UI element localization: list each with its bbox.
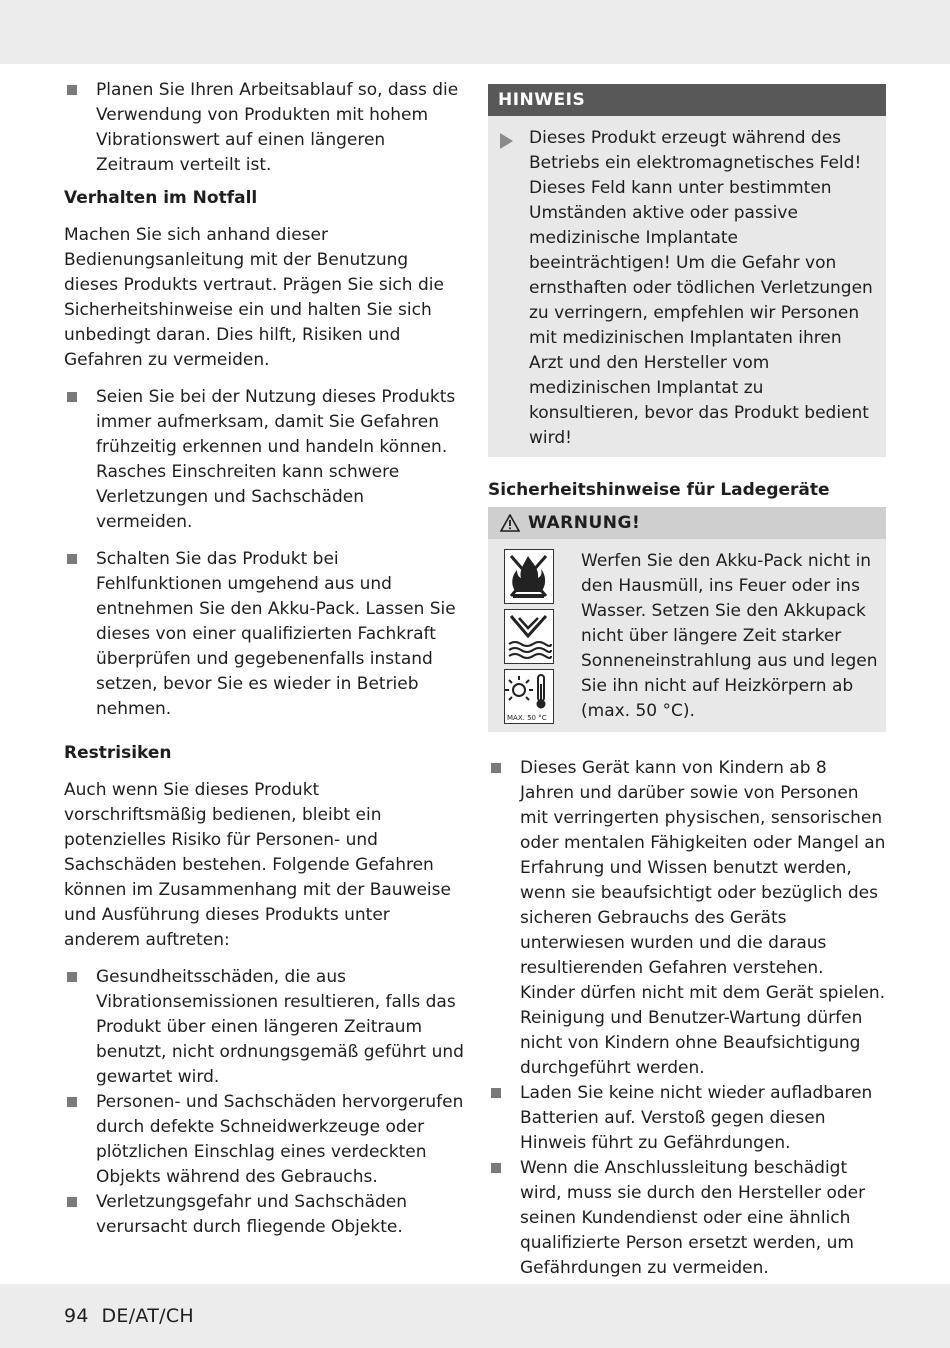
list-item bbox=[64, 547, 464, 722]
square-bullet-icon bbox=[67, 1197, 77, 1207]
warning-header bbox=[488, 507, 886, 539]
ladegeraete-list bbox=[488, 756, 886, 1281]
left-column bbox=[64, 78, 464, 1240]
list-item-text-continued: Kinder dürfen nicht mit dem Gerät spielen. Reinigung und Benutzer-Wartung dürfen nicht von Kindern ohne Beaufsichtigung durchgeführt werden. bbox=[520, 983, 886, 1078]
warning-text: Werfen Sie den Akku-Pack nicht in den Hausmüll, ins Feuer oder ins Wasser. Setzen Sie den Akkupack nicht über längere Zeit starker Sonneneinstrahlung aus und legen Sie ihn nicht auf Heizkörpern ab (max. 50 °C). bbox=[581, 551, 878, 721]
section-heading-ladegeraete: Sicherheitshinweise für Ladegeräte bbox=[488, 480, 830, 500]
list-item-text: Seien Sie bei der Nutzung dieses Produkts immer aufmerksam, damit Sie Gefahren frühzeitig erkennen und handeln können. Rasches Einschreiten kann schwere Verletzungen und Sachschäden vermeiden. bbox=[96, 387, 456, 532]
square-bullet-icon bbox=[67, 972, 77, 982]
warning-icons bbox=[504, 549, 556, 729]
section-heading-notfall: Verhalten im Notfall bbox=[64, 188, 258, 208]
warning-label: WARNUNG! bbox=[528, 513, 641, 533]
square-bullet-icon bbox=[491, 763, 501, 773]
list-item-text: Planen Sie Ihren Arbeitsablauf so, dass die Verwendung von Produkten mit hohem Vibrationswert auf einen längeren Zeitraum verteilt ist. bbox=[96, 80, 459, 175]
square-bullet-icon bbox=[491, 1163, 501, 1173]
warning-box bbox=[488, 507, 886, 732]
hinweis-body bbox=[488, 116, 886, 457]
list-item-text: Personen- und Sachschäden hervorgerufen durch defekte Schneidwerkzeuge oder plötzlichen Einschlag eines verdeckten Objekts während des Gebrauchs. bbox=[96, 1092, 464, 1187]
page-footer bbox=[64, 1302, 194, 1330]
locale-label: DE/AT/CH bbox=[101, 1305, 194, 1327]
intro-list bbox=[64, 78, 464, 178]
no-fire-icon bbox=[504, 549, 554, 604]
section-heading-restrisiken: Restrisiken bbox=[64, 743, 172, 763]
square-bullet-icon bbox=[67, 1097, 77, 1107]
list-item bbox=[488, 756, 886, 1081]
list-item-text: Wenn die Anschlussleitung beschädigt wird, muss sie durch den Hersteller oder seinen Kundendienst oder eine ähnlich qualifizierte Person ersetzt werden, um Gefährdungen zu vermeiden. bbox=[520, 1158, 866, 1278]
square-bullet-icon bbox=[491, 1088, 501, 1098]
right-column bbox=[488, 84, 886, 1281]
warning-triangle-icon bbox=[500, 514, 520, 532]
notfall-paragraph: Machen Sie sich anhand dieser Bedienungsanleitung mit der Benutzung dieses Produkts vertraut. Prägen Sie sich die Sicherheitshinweise ein und halten Sie sich unbedingt daran. Dies hilft, Risiken und Gefahren zu vermeiden. bbox=[64, 225, 444, 370]
hinweis-box bbox=[488, 84, 886, 457]
square-bullet-icon bbox=[67, 392, 77, 402]
page-number: 94 bbox=[64, 1305, 89, 1327]
triangle-bullet-icon bbox=[500, 133, 513, 149]
list-item bbox=[64, 965, 464, 1090]
list-item-text: Verletzungsgefahr und Sachschäden verursacht durch fliegende Objekte. bbox=[96, 1192, 408, 1237]
list-item-text: Laden Sie keine nicht wieder aufladbaren Batterien auf. Verstoß gegen diesen Hinweis führt zu Gefährdungen. bbox=[520, 1083, 873, 1153]
notfall-list bbox=[64, 385, 464, 722]
hinweis-text: Dieses Produkt erzeugt während des Betriebs ein elektromagnetisches Feld! Dieses Feld kann unter bestimmten Umständen aktive oder passive medizinische Implantate beeinträchtigen! Um die Gefahr von ernsthaften oder tödlichen Verletzungen zu verringern, empfehlen wir Personen mit medizinischen Implantaten ihren Arzt und den Hersteller vom medizinischen Implantat zu konsultieren, bevor das Produkt bedient wird! bbox=[529, 128, 873, 448]
list-item bbox=[64, 1190, 464, 1240]
restrisiken-list bbox=[64, 965, 464, 1240]
list-item bbox=[488, 1156, 886, 1281]
list-item bbox=[64, 78, 464, 178]
top-band bbox=[0, 0, 950, 64]
list-item bbox=[64, 385, 464, 535]
temp-icon-label: MAX. 50 °C bbox=[507, 714, 547, 722]
list-item-text: Dieses Gerät kann von Kindern ab 8 Jahren und darüber sowie von Personen mit verringerten physischen, sensorischen oder mentalen Fähigkeiten oder Mangel an Erfahrung und Wissen benutzt werden, wenn sie beaufsichtigt oder bezüglich des sicheren Gebrauchs des Geräts unterwiesen wurden und die daraus resultierenden Gefahren verstehen. bbox=[520, 758, 886, 978]
list-item bbox=[488, 1081, 886, 1156]
max-temperature-icon bbox=[504, 669, 554, 724]
list-item-text: Schalten Sie das Produkt bei Fehlfunktionen umgehend aus und entnehmen Sie den Akku-Pack. Lassen Sie dieses von einer qualifizierten Fachkraft überprüfen und gegebenenfalls instand setzen, bevor Sie es wieder in Betrieb nehmen. bbox=[96, 549, 456, 719]
list-item-text: Gesundheitsschäden, die aus Vibrationsemissionen resultieren, falls das Produkt über einen längeren Zeitraum benutzt, nicht ordnungsgemäß geführt und gewartet wird. bbox=[96, 967, 464, 1087]
square-bullet-icon bbox=[67, 85, 77, 95]
list-item bbox=[64, 1090, 464, 1190]
hinweis-label: HINWEIS bbox=[488, 84, 886, 116]
no-water-icon bbox=[504, 609, 554, 664]
square-bullet-icon bbox=[67, 554, 77, 564]
warning-body bbox=[488, 539, 886, 732]
restrisiken-paragraph: Auch wenn Sie dieses Produkt vorschriftsmäßig bedienen, bleibt ein potenzielles Risiko für Personen- und Sachschäden bestehen. Folgende Gefahren können im Zusammenhang mit der Bauweise und Ausführung dieses Produkts unter anderem auftreten: bbox=[64, 780, 451, 950]
